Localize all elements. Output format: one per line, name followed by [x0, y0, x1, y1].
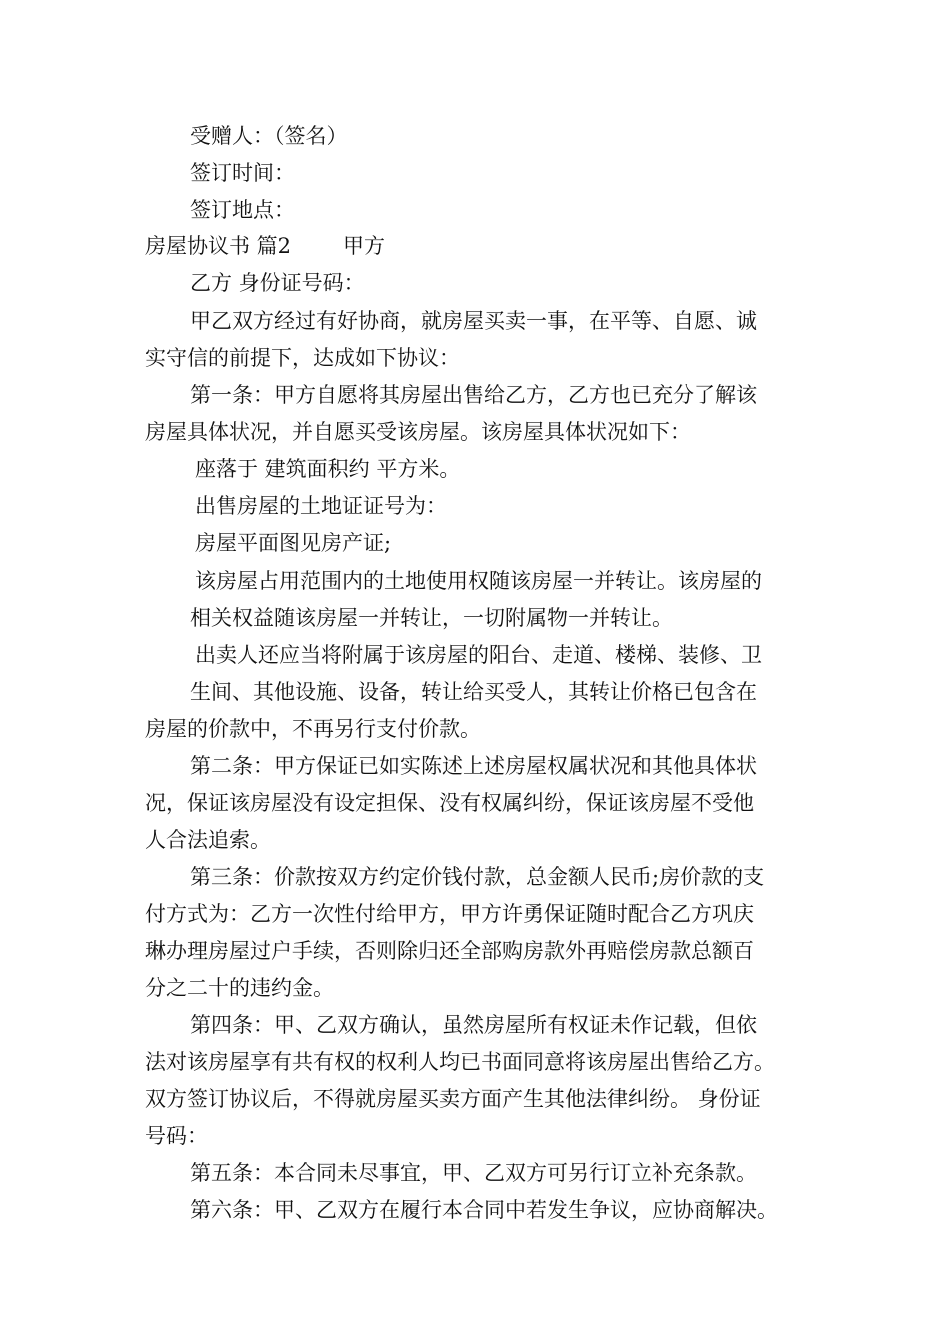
section-heading — [145, 231, 385, 261]
paragraph-line: 分之二十的违约金。 — [145, 976, 334, 1000]
paragraph-line: 座落于 建筑面积约 平方米。 — [195, 457, 461, 481]
paragraph-line: 实守信的前提下，达成如下协议： — [145, 346, 460, 370]
article-4-line: 第四条：甲、乙双方确认，虽然房屋所有权证未作记载，但依 — [190, 1013, 757, 1037]
party-b-line: 乙方 身份证号码： — [190, 271, 365, 295]
paragraph-line: 人合法追索。 — [145, 828, 271, 852]
recipient-signature-line: 受赠人：（签名） — [190, 124, 348, 148]
paragraph-line: 出卖人还应当将附属于该房屋的阳台、走道、楼梯、装修、卫 — [195, 643, 762, 667]
sign-time-line: 签订时间： — [190, 161, 295, 185]
paragraph-line: 号码： — [145, 1124, 208, 1148]
article-1-line: 第一条：甲方自愿将其房屋出售给乙方，乙方也已充分了解该 — [190, 383, 757, 407]
paragraph-line: 琳办理房屋过户手续，否则除归还全部购房款外再赔偿房款总额百 — [145, 939, 754, 963]
paragraph-line: 付方式为：乙方一次性付给甲方，甲方许勇保证随时配合乙方巩庆 — [145, 902, 754, 926]
article-5-line: 第五条：本合同未尽事宜，甲、乙双方可另行订立补充条款。 — [190, 1161, 757, 1185]
paragraph-line: 双方签订协议后，不得就房屋买卖方面产生其他法律纠纷。 身份证 — [145, 1087, 761, 1111]
article-3-line: 第三条：价款按双方约定价钱付款，总金额人民币;房价款的支 — [190, 865, 765, 889]
paragraph-line: 该房屋占用范围内的土地使用权随该房屋一并转让。该房屋的 — [195, 569, 762, 593]
article-6-line: 第六条：甲、乙双方在履行本合同中若发生争议，应协商解决。 — [190, 1198, 778, 1222]
paragraph-line: 房屋的价款中，不再另行支付价款。 — [145, 717, 481, 741]
paragraph-line: 况，保证该房屋没有设定担保、没有权属纠纷，保证该房屋不受他 — [145, 791, 754, 815]
paragraph-line: 甲乙双方经过有好协商，就房屋买卖一事，在平等、自愿、诚 — [190, 309, 757, 333]
paragraph-line: 出售房屋的土地证证号为： — [195, 494, 447, 518]
sign-place-line: 签订地点： — [190, 198, 295, 222]
paragraph-line: 房屋具体状况，并自愿买受该房屋。该房屋具体状况如下： — [145, 420, 691, 444]
paragraph-line: 生间、其他设施、设备，转让给买受人，其转让价格已包含在 — [190, 680, 757, 704]
paragraph-line: 相关权益随该房屋一并转让，一切附属物一并转让。 — [190, 606, 673, 630]
section-title: 房屋协议书 篇2 — [145, 234, 292, 258]
paragraph-line: 房屋平面图见房产证; — [195, 531, 392, 555]
paragraph-line: 法对该房屋享有共有权的权利人均已书面同意将该房屋出售给乙方。 — [145, 1050, 775, 1074]
party-a-label: 甲方 — [343, 234, 386, 258]
article-2-line: 第二条：甲方保证已如实陈述上述房屋权属状况和其他具体状 — [190, 754, 757, 778]
